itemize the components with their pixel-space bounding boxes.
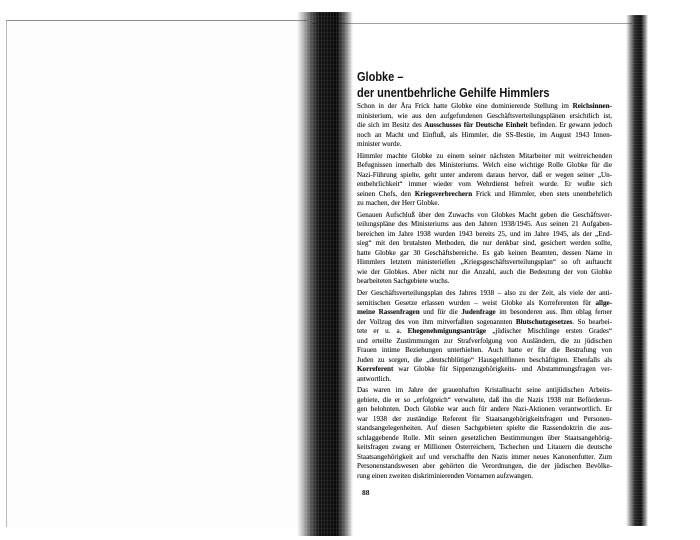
text-run: tete er u. a. [357, 327, 408, 336]
text-line [357, 299, 612, 309]
paragraph-5 [357, 386, 612, 481]
text-run: ministerium, wie aus den aufgefundenen Geschäftsverteilungsplänen ersichtlich ist, [357, 111, 612, 120]
text-line [357, 180, 612, 190]
text-line [357, 190, 612, 200]
text-run: befinden. Er gewann jedoch [527, 121, 612, 129]
text-run: standsangelegenheiten. Auf diesen Sachgebieten spielte die Rassendoktrin die aus- [357, 424, 612, 433]
text-run: keitsfragen zwang er Millionen Österreichern, Tschechen und Litauern die deutsche [357, 443, 612, 452]
text-line [357, 152, 612, 162]
book-gutter-shadow [297, 12, 353, 536]
bold-text-run: Ehegenehmigungsanträge [407, 327, 487, 336]
text-line [357, 462, 612, 472]
text-run: bearbeiteten Sachgebiete wuchs. [357, 277, 450, 286]
bold-text-run: Judenfrage [461, 308, 496, 317]
text-line [357, 220, 612, 230]
text-run: Staatsangehörigkeit auf und verschaffte den Nazis immer neues Kanonenfutter. Zum [357, 452, 612, 461]
text-run: semitischen Gesetze erlassen wurden – weist Globke als Korreferenten für [357, 298, 596, 307]
text-run: der Vollzug des von ihm mitverfaßten sogenannten [357, 317, 516, 326]
paragraph-3 [357, 211, 612, 287]
text-line [357, 249, 612, 259]
text-run: Befugnissen innerhalb des Ministeriums. Welch eine wichtige Rolle Globke für die [357, 161, 612, 170]
text-run: bereichen im Jahre 1938 wurden 1943 bereits 25, und im Jahre 1945, als der „End- [357, 229, 612, 238]
text-line [357, 415, 612, 425]
text-line [357, 443, 612, 453]
text-line [357, 405, 612, 415]
text-line [357, 308, 612, 318]
text-line [357, 112, 612, 122]
text-run: Frauen intime Beziehungen unterhielten. Auch hatte er für die Bestrafung von [357, 346, 612, 355]
text-run: antwortlich. [357, 374, 392, 383]
text-run: zu machen, der Herr Globke. [357, 199, 440, 208]
text-line [357, 199, 612, 209]
text-run: Frick und Himmler, eben stets unentbehrlich [472, 189, 613, 198]
text-run: die sich im Besitz des [357, 121, 425, 129]
text-line [357, 211, 612, 221]
text-run: seinen Chefs, den [357, 189, 415, 198]
chapter-title-line-1: Globke – [357, 70, 404, 84]
text-line [357, 386, 612, 396]
text-run: teilungspläne des Ministeriums aus den Jahren 1938/1945. Aus seinen 21 Aufgaben- [357, 220, 612, 229]
chapter-title-line-2: der unentbehrliche Gehilfe Himmlers [357, 86, 550, 100]
text-line [357, 375, 612, 385]
text-run: hatte Globke gar 30 Geschäftsbereiche. Es gab keinen Beamten, dessen Name in [357, 248, 612, 257]
paragraph-2 [357, 152, 612, 209]
text-line [357, 318, 612, 328]
text-run: gen belohnten. Doch Globke war auch für andere Nazi-Aktionen verantwortlich. Er [357, 405, 612, 414]
text-line [357, 346, 612, 356]
text-run: und erteilte Zustimmungen zur Strafverfolgung von Ausländern, die zu jüdischen [357, 336, 612, 345]
text-line [357, 258, 612, 268]
text-run: entbehrlichkeit“ immer wieder vom Wehrdienst befreit wurde. Er wußte sich [357, 180, 612, 189]
text-run: Der Geschäftsverteilungsplan des Jahres 1938 – also zu der Zeit, als viele der anti- [357, 289, 612, 298]
text-line [357, 230, 612, 240]
page-edge-shadow [626, 15, 648, 526]
text-run: Das waren im Jahre der grauenhaften Kristallnacht seine antijüdischen Arbeits- [357, 386, 612, 395]
bold-text-run: Blutschutzgesetzes [515, 317, 573, 326]
text-run: . So bearbei- [572, 317, 612, 326]
text-line [357, 277, 612, 287]
text-run: Nazi-Führung spielte, geht unter anderem daraus hervor, daß er wegen seiner „Un- [357, 170, 612, 179]
text-run: Schon in der Ära Frick hatte Globke eine dominierende Stellung im [357, 102, 573, 110]
text-line [357, 453, 612, 463]
text-run: schlaggebende Rolle. Mit seinen gesetzlichen Bestimmungen über Staatsangehörig- [357, 433, 612, 442]
text-line [357, 365, 612, 375]
text-run: noch an Macht und Einfluß, als Himmler, die SS-Bestie, im August 1943 Innen- [357, 130, 612, 139]
text-run: war 1938 der zuständige Referent für Staatsangehörigkeitsfragen und Personen- [357, 414, 612, 423]
bold-text-run: allge- [595, 298, 612, 307]
text-run: gebiete, die er so „erfolgreich“ verwaltete, daß ihn die Nazis 1938 mit Beförderun- [357, 395, 612, 404]
text-run: sieg“ mit den brutalsten Methoden, die nur denkbar sind, gesichert werden sollte, [357, 239, 612, 248]
text-line [357, 171, 612, 181]
paragraph-1 [357, 102, 612, 150]
text-run: wie der Globkes. Aber nicht nur die Anzahl, auch die Bedeutung der von Globke [357, 267, 612, 276]
bold-text-run: Kriegsverbrechern [414, 189, 473, 198]
paragraph-4 [357, 289, 612, 384]
text-run: „jüdischer Mischlinge ersten Grades“ [486, 327, 612, 336]
text-line [357, 396, 612, 406]
bold-text-run: Reichsinnen- [572, 102, 612, 110]
bold-text-run: Korreferent [357, 365, 394, 374]
chapter-title [357, 69, 576, 101]
text-run: war Globke für Sippenzugehörigkeits- und Abstammungsfragen ver- [393, 365, 612, 374]
text-run: minister wurde. [357, 140, 402, 148]
text-line [357, 424, 612, 434]
text-run: Himmlers letztem ministeriellen „Kriegsgeschäftsverteilungsplan“ so oft auftaucht [357, 258, 612, 267]
bold-text-run: meine Rassenfragen [357, 308, 420, 317]
text-line [357, 289, 612, 299]
text-line [357, 472, 612, 482]
text-run: Juden zu sorgen, die „deutschblütige“ Hausgehilfinnen beschäftigten. Ebenfalls als [357, 355, 612, 364]
text-line [357, 268, 612, 278]
text-line [357, 337, 612, 347]
text-run: rung einen zweiten diskriminierenden Vornamen aufzwangen. [357, 471, 533, 480]
text-line [357, 121, 612, 131]
left-page-blank [6, 20, 307, 527]
text-line [357, 161, 612, 171]
text-line [357, 434, 612, 444]
bold-text-run: Ausschusses für Deutsche Einheit [424, 121, 528, 129]
text-run: im besonderen aus. Ihm oblag ferner [495, 308, 612, 317]
text-line [357, 327, 612, 337]
text-run: Personenstandswesen aber gehörten die Verordnungen, die der jüdischen Bevölke- [357, 462, 612, 471]
text-line [357, 131, 612, 141]
body-text [357, 102, 612, 481]
text-line [357, 356, 612, 366]
text-run: und für die [419, 308, 462, 317]
page-number: 88 [362, 488, 370, 497]
text-run: Himmler machte Globke zu einem seiner nächsten Mitarbeiter mit weitreichenden [357, 151, 612, 160]
text-line [357, 102, 612, 112]
text-line [357, 140, 612, 150]
text-line [357, 239, 612, 249]
text-run: Genauen Aufschluß über den Zuwachs von Globkes Macht geben die Geschäftsver- [357, 210, 612, 219]
